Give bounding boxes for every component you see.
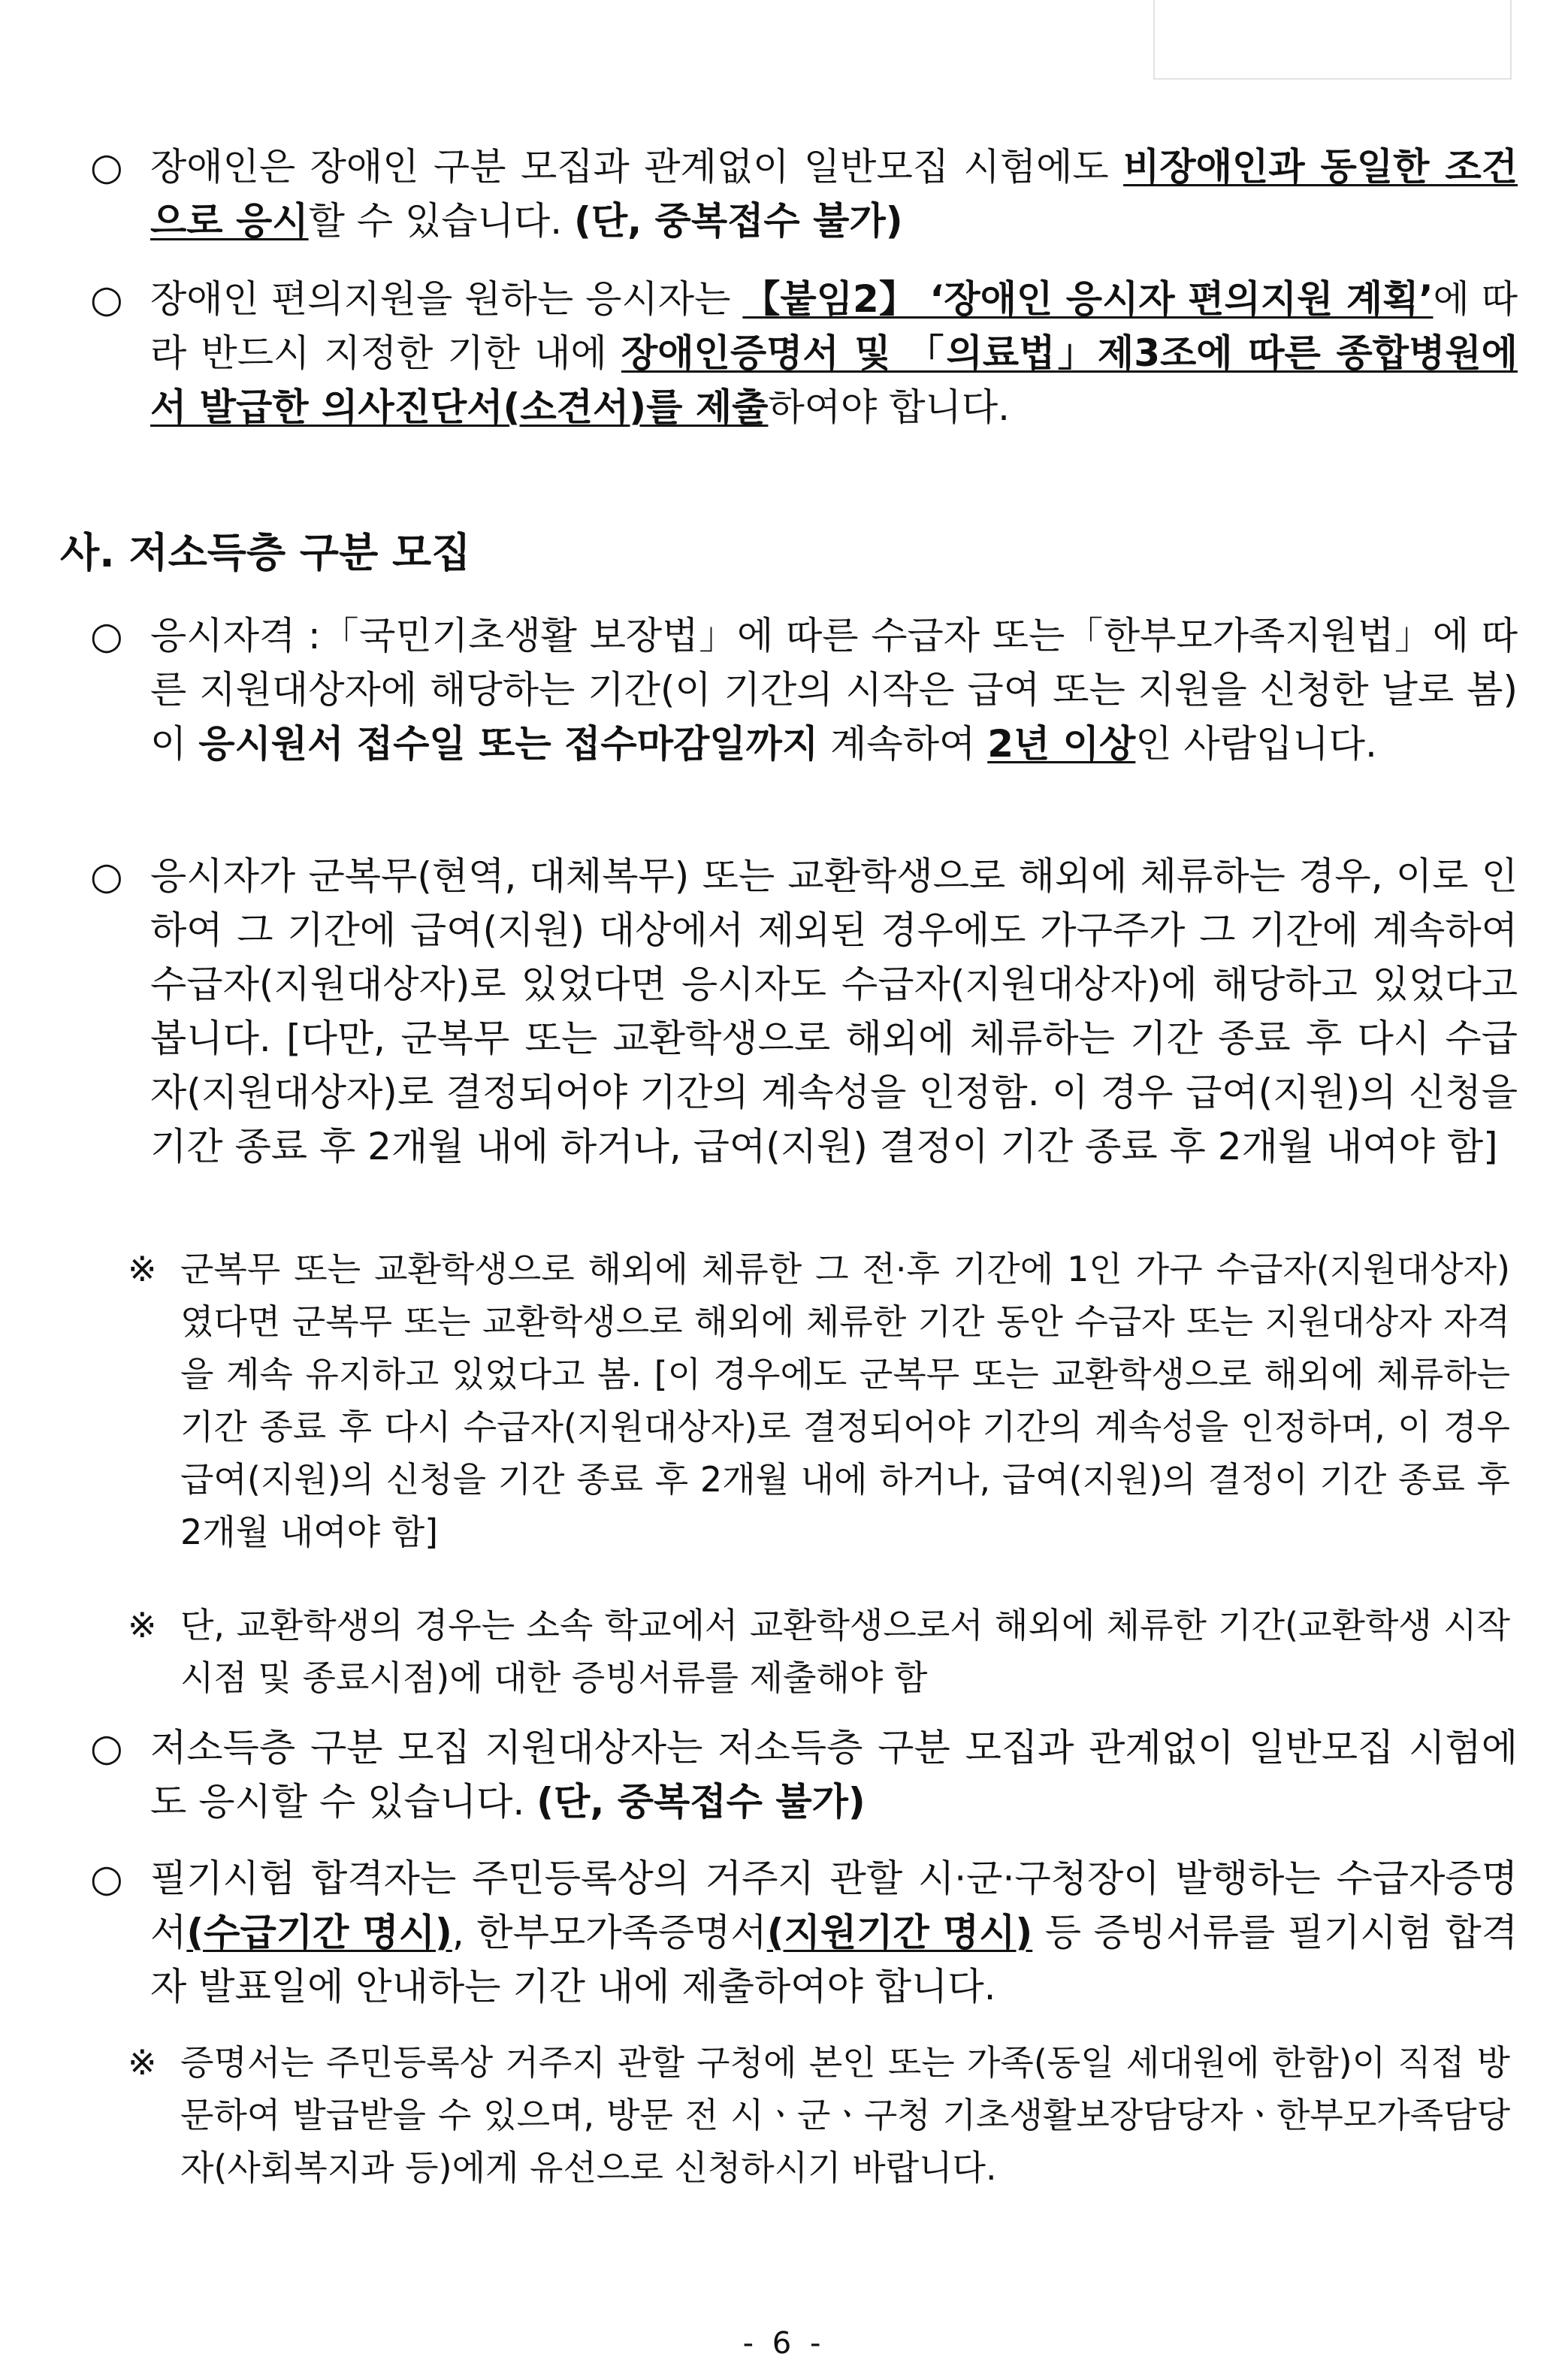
text-run: 인 사람입니다. [1135,722,1377,766]
military-exchange-paragraph [90,849,1518,1174]
note-exchange-student [128,1599,1510,1704]
emphasis-underline: (수급기간 명시) [186,1911,452,1954]
text-run: 할 수 있습니다. [308,199,574,243]
emphasis-underline: 2년 이상 [987,722,1136,766]
text-run: 등 증빙서류를 필기시험 합격자 발표일에 안내하는 기간 내에 제출하여야 합니다. [150,1911,1518,2008]
note-marker: ※ [128,1605,157,1645]
bullet-marker: ○ [90,614,123,657]
disability-paragraph-1 [90,140,1518,248]
text-run: 응시자격 :「국민기초생활 보장법」에 따른 수급자 또는「한부모가족지원법」에 따른 지원대상자에 해당하는 기간(이 기간의 시작은 급여 또는 지원을 신청한 날로 봄)이 [150,614,1518,766]
document-submission-paragraph [90,1851,1518,2014]
note-marker: ※ [128,2042,157,2083]
bullet-marker: ○ [90,277,123,321]
text-run: 계속하여 [818,722,988,766]
note-marker: ※ [128,1249,157,1289]
note-text: 증명서는 주민등록상 거주지 관할 구청에 본인 또는 가족(동일 세대원에 한함)이 직접 방문하여 발급받을 수 있으며, 방문 전 시ㆍ군ㆍ구청 기초생활보장담당자ㆍ한부모가족담당자(사회복지과 등)에게 유선으로 신청하시기 바랍니다. [180,2042,1510,2188]
bullet-marker: ○ [90,145,123,189]
emphasis-bold: (단, 중복접수 불가) [573,199,903,243]
page-number: - 6 - [742,2326,826,2361]
text-run: 장애인 편의지원을 원하는 응시자는 [150,277,743,321]
text-run: 필기시험 합격자는 주민등록상의 거주지 관할 시·군·구청장이 발행하는 수급자증명서 [150,1857,1518,1954]
text-run: 하여야 합니다. [768,385,1011,429]
note-text: 단, 교환학생의 경우는 소속 학교에서 교환학생으로서 해외에 체류한 기간(교환학생 시작시점 및 종료시점)에 대한 증빙서류를 제출해야 함 [180,1605,1510,1698]
note-certificate-issuance [128,2036,1510,2194]
emphasis-bold: (단, 중복접수 불가) [536,1780,866,1824]
eligibility-paragraph [90,609,1518,771]
emphasis-bold: 응시원서 접수일 또는 접수마감일까지 [198,722,819,766]
note-single-household [128,1243,1510,1558]
paragraph-text: 응시자가 군복무(현역, 대체복무) 또는 교환학생으로 해외에 체류하는 경우, 이로 인하여 그 기간에 급여(지원) 대상에서 제외된 경우에도 가구주가 그 기간에 계속하여 수급자(지원대상자)로 있었다면 응시자도 수급자(지원대상자)에 해당하고 있었다고 봅니다. [다만, 군복무 또는 교환학생으로 해외에 체류하는 기간 종료 후 다시 수급자(지원대상자)로 결정되어야 기간의 계속성을 인정함. 이 경우 급여(지원)의 신청을 기간 종료 후 2개월 내에 하거나, 급여(지원) 결정이 기간 종료 후 2개월 내여야 함] [150,854,1518,1168]
section-heading: 사. 저소득층 구분 모집 [60,529,471,576]
disability-paragraph-2 [90,272,1518,434]
bullet-marker: ○ [90,854,123,898]
text-run: 장애인은 장애인 구분 모집과 관계없이 일반모집 시험에도 [150,145,1124,189]
emphasis-underline: 비장애인과 동일한 조건으로 응시 [150,145,1518,243]
emphasis-underline: (지원기간 명시) [766,1911,1033,1954]
bullet-marker: ○ [90,1726,123,1769]
text-run: 에 따라 반드시 지정한 기한 내에 [150,277,1518,375]
note-text: 군복무 또는 교환학생으로 해외에 체류한 그 전·후 기간에 1인 가구 수급자(지원대상자)였다면 군복무 또는 교환학생으로 해외에 체류한 기간 동안 수급자 또는 지원대상자 자격을 계속 유지하고 있었다고 봄. [이 경우에도 군복무 또는 교환학생으로 해외에 체류하는 기간 종료 후 다시 수급자(지원대상자)로 결정되어야 기간의 계속성을 인정하며, 이 경우 급여(지원)의 신청을 기간 종료 후 2개월 내에 하거나, 급여(지원)의 결정이 기간 종료 후 2개월 내여야 함] [180,1249,1510,1552]
emphasis-underline: 장애인증명서 및 「의료법」제3조에 따른 종합병원에서 발급한 의사진단서(소견서)를 제출 [150,331,1518,429]
text-run: , 한부모가족증명서 [452,1911,767,1954]
header-blank-box [1153,0,1512,80]
text-run: 저소득층 구분 모집 지원대상자는 저소득층 구분 모집과 관계없이 일반모집 시험에도 응시할 수 있습니다. [150,1726,1518,1824]
bullet-marker: ○ [90,1857,123,1900]
emphasis-underline: 【붙임2】 ‘장애인 응시자 편의지원 계획’ [742,277,1434,321]
duplicate-application-paragraph [90,1721,1518,1829]
